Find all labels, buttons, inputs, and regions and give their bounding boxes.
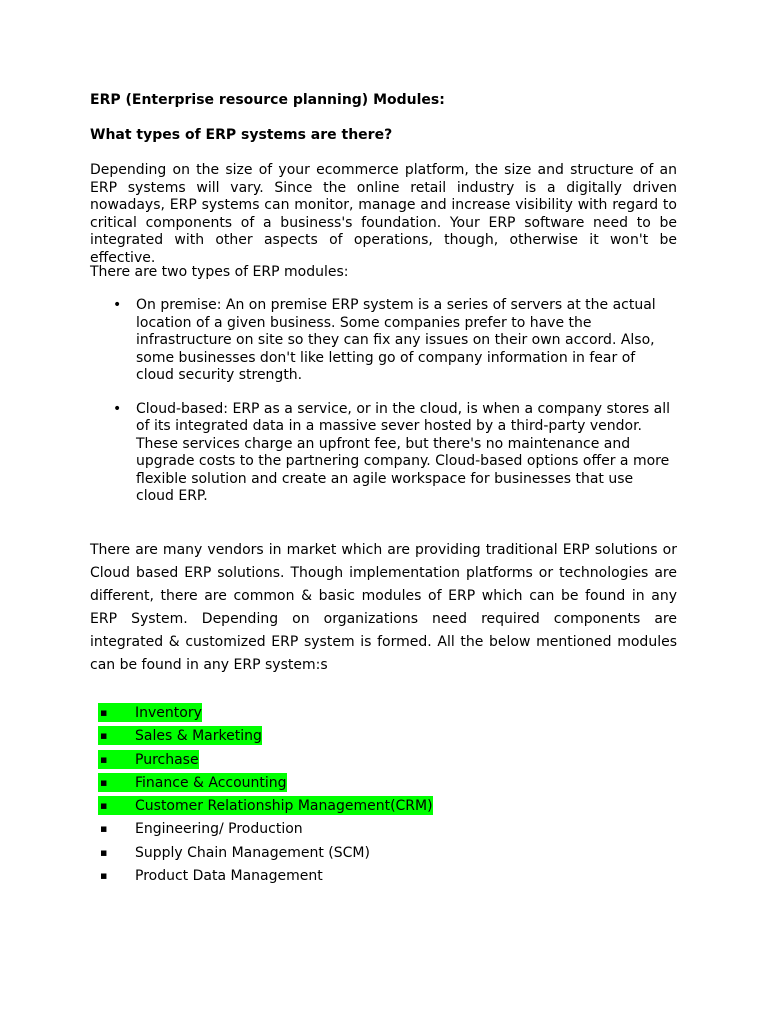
list-item-text: Cloud-based: ERP as a service, or in the cloud, is when a company stores all of its integrated data in a massive sever hosted by a third-party vendor. These services charge an upfront fee, but there's no maintenance and upgrade costs to the partnering company. Cloud-based options offer a more flexible solution and create an agile workspace for businesses that use cloud ERP. [136,400,670,504]
module-list-item [90,866,690,889]
module-name: Purchase [135,751,199,768]
module-list-item [90,819,690,842]
list-item-cloud-based [90,401,670,506]
module-list-item [90,703,690,726]
square-bullet-icon: ▪ [100,775,108,789]
erp-modules-list [90,703,690,889]
module-list-item [90,773,690,796]
erp-types-list [90,297,670,506]
square-bullet-icon: ▪ [100,869,108,883]
module-list-item [90,726,690,749]
module-name: Supply Chain Management (SCM) [135,844,370,861]
module-name: Product Data Management [135,868,323,885]
square-bullet-icon: ▪ [100,729,108,743]
list-item-text: On premise: An on premise ERP system is a series of servers at the actual location of a given business. Some companies prefer to have the infrastructure on site so they can fix any issues on their own accord. Also, some businesses don't like letting go of company information in fear of cloud security strength. [136,297,656,383]
document-title: ERP (Enterprise resource planning) Modules: [90,92,445,108]
module-list-item [90,750,690,773]
module-name: Customer Relationship Management(CRM) [135,798,433,815]
module-list-item [90,843,690,866]
square-bullet-icon: ▪ [100,845,108,859]
list-item-on-premise [90,297,670,385]
module-name: Engineering/ Production [135,821,303,838]
section-heading: What types of ERP systems are there? [90,127,393,143]
module-name: Inventory [135,705,202,721]
vendors-paragraph: There are many vendors in market which are providing traditional ERP solutions or Cloud based ERP solutions. Though implementation platforms or technologies are different, there are common & basic modules of ERP which can be found in any ERP System. Depending on organizations need required components are integrated & customized ERP system is formed. All the below mentioned modules can be found in any ERP system:s [90,542,677,673]
module-name: Sales & Marketing [135,728,262,745]
square-bullet-icon: ▪ [100,706,108,719]
square-bullet-icon: ▪ [100,799,108,813]
bullet-icon: • [113,297,122,313]
module-name: Finance & Accounting [135,774,287,791]
square-bullet-icon: ▪ [100,822,108,836]
square-bullet-icon: ▪ [100,752,108,766]
bullet-icon: • [113,400,122,417]
types-intro-text: There are two types of ERP modules: [90,264,349,280]
intro-paragraph: Depending on the size of your ecommerce platform, the size and structure of an ERP systems will vary. Since the online retail industry is a digitally driven nowadays, ERP systems can monitor, manage and increase visibility with regard to critical components of a business's foundation. Your ERP software need to be integrated with other aspects of operations, though, otherwise it won't be effective. [90,162,677,266]
module-list-item [90,796,690,819]
